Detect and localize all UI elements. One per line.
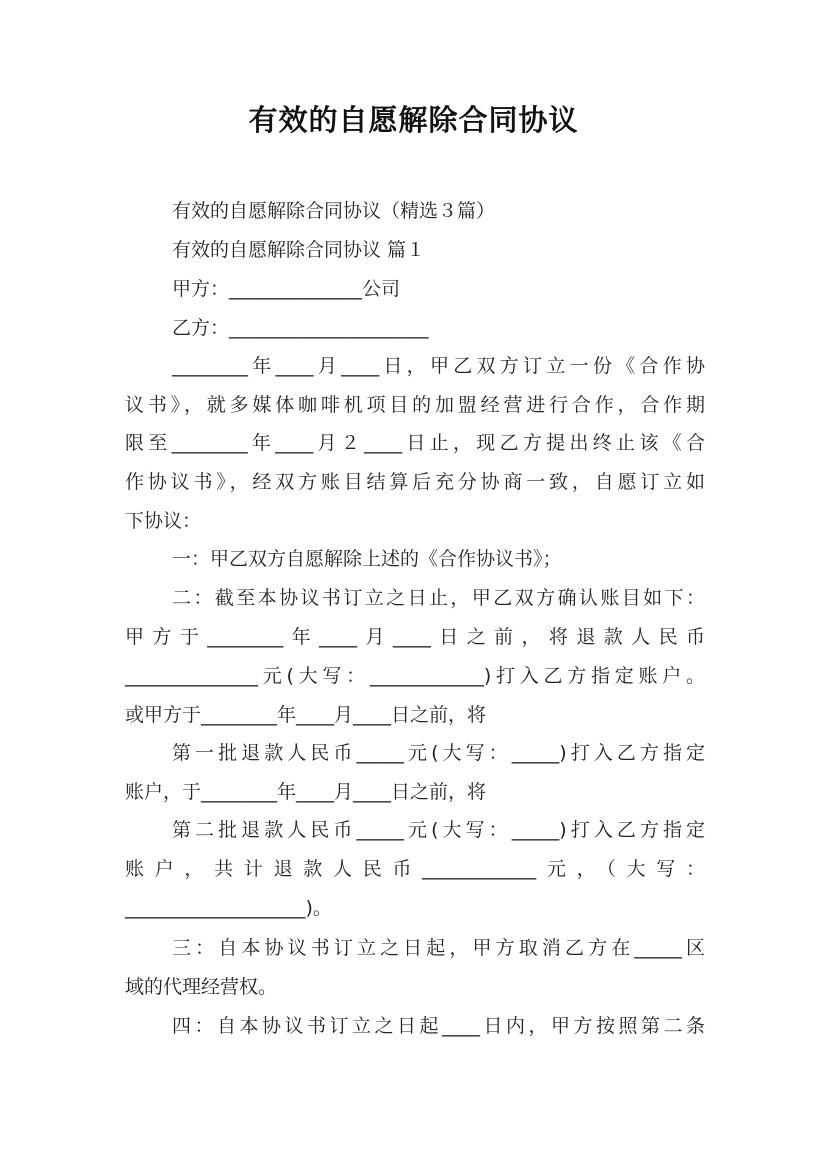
- paragraph-line: 二：截至本协议书订立之日止，甲乙双方确认账目如下：: [172, 587, 705, 609]
- paragraph-line: 或甲方于________年____月____日之前，将: [125, 704, 487, 726]
- paragraph-line: 有效的自愿解除合同协议（精选３篇）: [172, 200, 496, 222]
- paragraph-line: ______________元(大写：____________)打入乙方指定账户。: [125, 665, 705, 687]
- paragraph-line: 议书》，就多媒体咖啡机项目的加盟经营进行合作，合作期: [125, 394, 705, 416]
- paragraph-line: 账户，共计退款人民币____________元，（大写：: [125, 858, 705, 880]
- document-title: 有效的自愿解除合同协议: [248, 103, 579, 137]
- paragraph-line: 作协议书》，经双方账目结算后充分协商一致，自愿订立如: [125, 471, 705, 493]
- paragraph-line: 三：自本协议书订立之日起，甲方取消乙方在_____区: [172, 937, 705, 959]
- paragraph-line: 账户，于________年____月____日之前，将: [125, 781, 487, 803]
- paragraph-line: 域的代理经营权。: [125, 976, 278, 998]
- paragraph-line: 第一批退款人民币_____元(大写：_____)打入乙方指定: [172, 742, 705, 764]
- paragraph-line: 有效的自愿解除合同协议 篇１: [172, 239, 426, 261]
- paragraph-line: 限至________年____月２____日止，现乙方提出终止该《合: [125, 432, 705, 454]
- paragraph-line: ________年____月____日，甲乙双方订立一份《合作协: [172, 355, 705, 377]
- paragraph-line: 乙方：_____________________: [172, 317, 429, 339]
- paragraph-line: 一：甲乙双方自愿解除上述的《合作协议书》；: [172, 548, 562, 570]
- paragraph-line: 甲方：______________公司: [172, 278, 401, 300]
- paragraph-line: 甲方于________年____月____日之前，将退款人民币: [125, 626, 705, 648]
- paragraph-line: 四：自本协议书订立之日起____日内，甲方按照第二条: [172, 1015, 705, 1037]
- paragraph-line: 第二批退款人民币_____元(大写：_____)打入乙方指定: [172, 819, 705, 841]
- paragraph-line: ___________________)。: [125, 897, 332, 919]
- paragraph-line: 下协议：: [125, 510, 202, 532]
